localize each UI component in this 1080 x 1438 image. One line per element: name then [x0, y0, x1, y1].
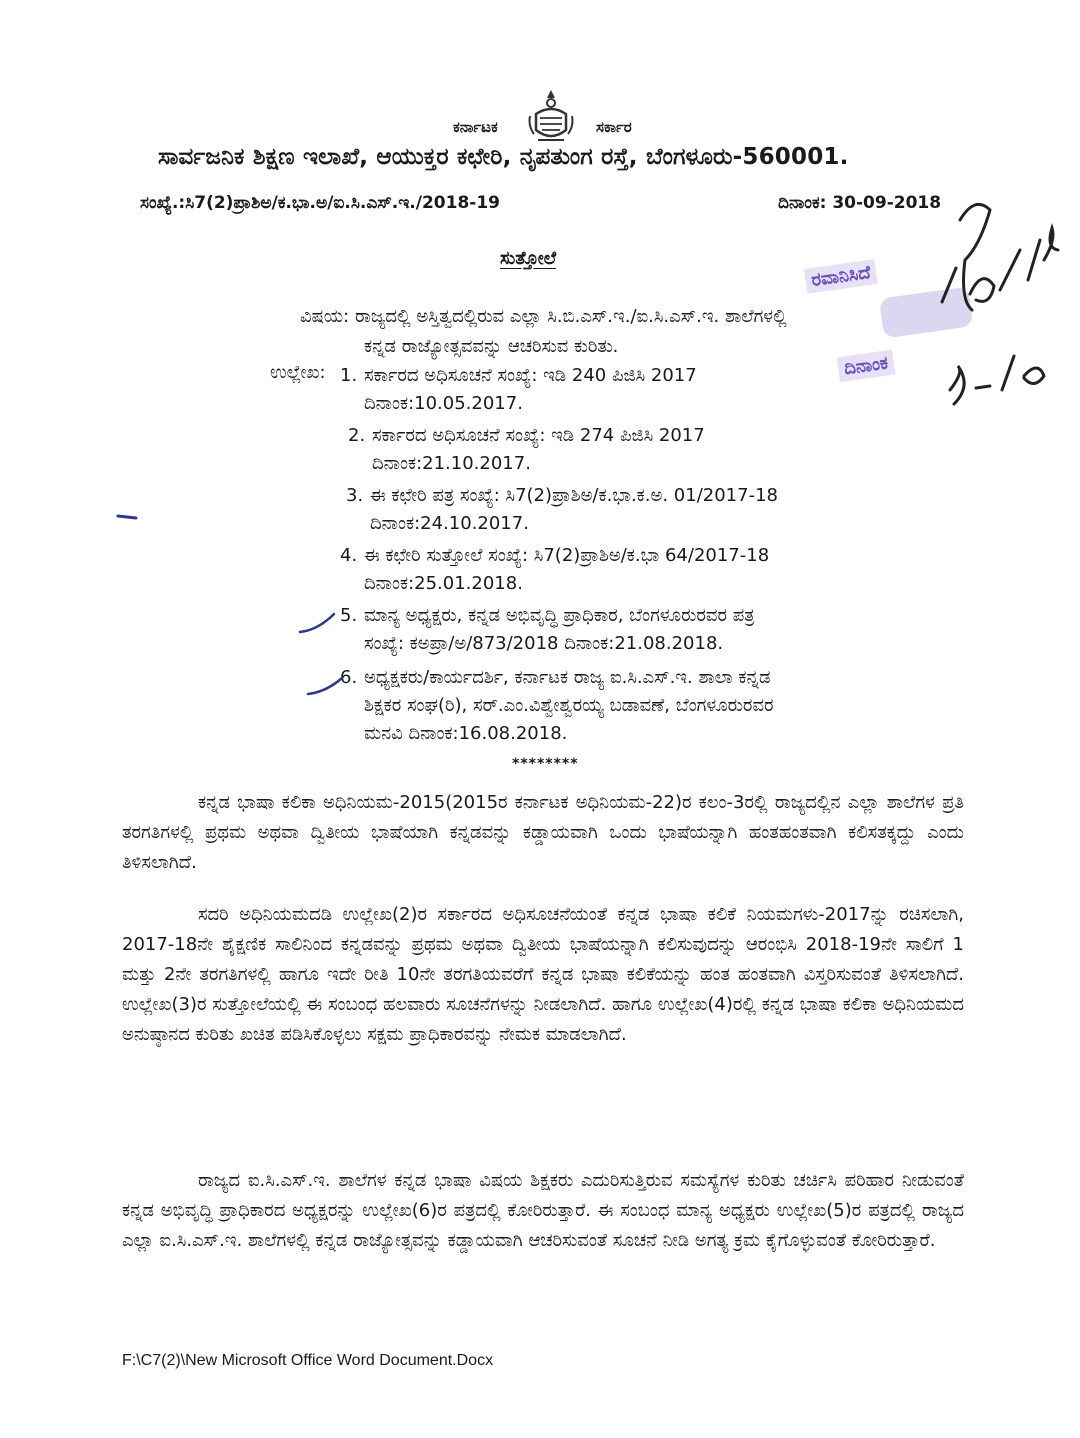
- reference-item: [340, 602, 755, 658]
- document-title: ಸುತ್ತೋಲೆ: [500, 248, 557, 269]
- reference-line: ದಿನಾಂಕ:24.10.2017.: [370, 513, 529, 534]
- subject-line-1: ರಾಜ್ಯದಲ್ಲಿ ಅಸ್ತಿತ್ವದಲ್ಲಿರುವ ಎಲ್ಲಾ ಸಿ.ಬಿ.ಎಸ್.ಇ./ಐ.ಸಿ.ಎಸ್.ಇ. ಶಾಲೆಗಳಲ್ಲಿ: [354, 306, 787, 327]
- reference-number-label: 3.: [346, 485, 364, 506]
- reference-item: [340, 542, 769, 598]
- stamp-date-label: ದಿನಾಂಕ: [837, 350, 896, 383]
- karnataka-emblem-icon: [526, 86, 576, 146]
- ink-dot-mark: [116, 510, 140, 522]
- reference-line: ಈ ಕಛೇರಿ ಪತ್ರ ಸಂಖ್ಯೆ: ಸಿ7(2)ಪ್ರಾಶಿಅ/ಕ.ಭಾ.ಕ.ಅ. 01/2017-18: [370, 485, 778, 506]
- reference-line: ಅಧ್ಯಕ್ಷಕರು/ಕಾರ್ಯದರ್ಶಿ, ಕರ್ನಾಟಕ ರಾಜ್ಯ ಐ.ಸಿ.ಎಸ್.ಇ. ಶಾಲಾ ಕನ್ನಡ: [364, 667, 771, 688]
- reference-line: ದಿನಾಂಕ:21.10.2017.: [372, 453, 531, 474]
- reference-line: ಶಿಕ್ಷಕರ ಸಂಘ(ರಿ), ಸರ್.ಎಂ.ವಿಶ್ವೇಶ್ವರಯ್ಯ ಬಡಾವಣೆ, ಬೆಂಗಳೂರುರವರ: [364, 695, 774, 716]
- reference-line: ಮನವಿ ದಿನಾಂಕ:16.08.2018.: [364, 723, 568, 744]
- file-path-footer: F:\C7(2)\New Microsoft Office Word Document.Docx: [122, 1352, 494, 1369]
- reference-number: ಸಂಖ್ಯೆ.:ಸಿ7(2)ಪ್ರಾಶಿಅ/ಕ.ಭಾ.ಅ/ಐ.ಸಿ.ಎಸ್.ಇ./2018-19: [140, 193, 500, 213]
- reference-line: ಈ ಕಛೇರಿ ಸುತ್ತೋಲೆ ಸಂಖ್ಯೆ: ಸಿ7(2)ಪ್ರಾಶಿಅ/ಕ.ಭಾ 64/2017-18: [364, 545, 770, 566]
- document-date: ದಿನಾಂಕ: 30-09-2018: [778, 193, 942, 213]
- reference-line: ಸರ್ಕಾರದ ಅಧಿಸೂಚನೆ ಸಂಖ್ಯೆ: ಇಡಿ 240 ಪಿಜಿಸಿ 2017: [364, 365, 697, 386]
- reference-line: ದಿನಾಂಕ:10.05.2017.: [364, 393, 523, 414]
- separator: ********: [512, 756, 579, 772]
- reference-item: [348, 422, 705, 478]
- reference-item: [346, 482, 778, 538]
- paragraph-2: ಸದರಿ ಅಧಿನಿಯಮದಡಿ ಉಲ್ಲೇಖ(2)ರ ಸರ್ಕಾರದ ಅಧಿಸೂಚನೆಯಂತೆ ಕನ್ನಡ ಭಾಷಾ ಕಲಿಕೆ ನಿಯಮಗಳು-2017ನ್ನು ರಚಿಸಲಾಗಿ, 2017-18ನೇ ಶೈಕ್ಷಣಿಕ ಸಾಲಿನಿಂದ ಕನ್ನಡವನ್ನು ಪ್ರಥಮ ಅಥವಾ ದ್ವಿತೀಯ ಭಾಷೆಯನ್ನಾಗಿ ಕಲಿಸುವುದನ್ನು ಆರಂಭಿಸಿ 2018-19ನೇ ಸಾಲಿಗೆ 1 ಮತ್ತು 2ನೇ ತರಗತಿಗಳಲ್ಲಿ ಹಾಗೂ ಇದೇ ರೀತಿ 10ನೇ ತರಗತಿಯವರೆಗೆ ಕನ್ನಡ ಭಾಷಾ ಕಲಿಕೆಯನ್ನು ಹಂತ ಹಂತವಾಗಿ ವಿಸ್ತರಿಸುವಂತೆ ತಿಳಿಸಲಾಗಿದೆ. ಉಲ್ಲೇಖ(3)ರ ಸುತ್ತೋಲೆಯಲ್ಲಿ ಈ ಸಂಬಂಧ ಹಲವಾರು ಸೂಚನೆಗಳನ್ನು ನೀಡಲಾಗಿದೆ. ಹಾಗೂ ಉಲ್ಲೇಖ(4)ರಲ್ಲಿ ಕನ್ನಡ ಭಾಷಾ ಕಲಿಕಾ ಅಧಿನಿಯಮದ ಅನುಷ್ಠಾನದ ಕುರಿತು ಖಚಿತ ಪಡಿಸಿಕೊಳ್ಳಲು ಸಕ್ಷಮ ಪ್ರಾಧಿಕಾರವನ್ನು ನೇಮಕ ಮಾಡಲಾಗಿದೆ.: [122, 904, 964, 1045]
- header-karnataka: ಕರ್ನಾಟಕ: [453, 118, 498, 136]
- handwritten-signature-date: [920, 190, 1070, 420]
- subject-line-2: ಕನ್ನಡ ರಾಜ್ಯೋತ್ಸವವನ್ನು ಆಚರಿಸುವ ಕುರಿತು.: [364, 336, 619, 357]
- paragraph-3: ರಾಜ್ಯದ ಐ.ಸಿ.ಎಸ್.ಇ. ಶಾಲೆಗಳ ಕನ್ನಡ ಭಾಷಾ ವಿಷಯ ಶಿಕ್ಷಕರು ಎದುರಿಸುತ್ತಿರುವ ಸಮಸ್ಯೆಗಳ ಕುರಿತು ಚರ್ಚಿಸಿ ಪರಿಹಾರ ನೀಡುವಂತೆ ಕನ್ನಡ ಅಭಿವೃದ್ಧಿ ಪ್ರಾಧಿಕಾರದ ಅಧ್ಯಕ್ಷರನ್ನು ಉಲ್ಲೇಖ(6)ರ ಪತ್ರದಲ್ಲಿ ಕೋರಿರುತ್ತಾರೆ. ಈ ಸಂಬಂಧ ಮಾನ್ಯ ಅಧ್ಯಕ್ಷರು ಉಲ್ಲೇಖ(5)ರ ಪತ್ರದಲ್ಲಿ ರಾಜ್ಯದ ಎಲ್ಲಾ ಐ.ಸಿ.ಎಸ್.ಇ. ಶಾಲೆಗಳಲ್ಲಿ ಕನ್ನಡ ರಾಜ್ಯೋತ್ಸವನ್ನು ಕಡ್ಡಾಯವಾಗಿ ಆಚರಿಸುವಂತೆ ಸೂಚನೆ ನೀಡಿ ಅಗತ್ಯ ಕ್ರಮ ಕೈಗೊಳ್ಳುವಂತೆ ಕೋರಿರುತ್ತಾರೆ.: [122, 1170, 964, 1251]
- header-sarkara: ಸರ್ಕಾರ: [596, 118, 632, 136]
- office-address: ಸಾರ್ವಜನಿಕ ಶಿಕ್ಷಣ ಇಲಾಖೆ, ಆಯುಕ್ತರ ಕಛೇರಿ, ನೃಪತುಂಗ ರಸ್ತೆ, ಬೆಂಗಳೂರು-560001.: [158, 144, 849, 170]
- reference-number-label: 2.: [348, 425, 366, 446]
- reference-number-label: 6.: [340, 667, 358, 688]
- paragraph-1: ಕನ್ನಡ ಭಾಷಾ ಕಲಿಕಾ ಅಧಿನಿಯಮ-2015(2015ರ ಕರ್ನಾಟಕ ಅಧಿನಿಯಮ-22)ರ ಕಲಂ-3ರಲ್ಲಿ ರಾಜ್ಯದಲ್ಲಿನ ಎಲ್ಲಾ ಶಾಲೆಗಳ ಪ್ರತಿ ತರಗತಿಗಳಲ್ಲಿ ಪ್ರಥಮ ಅಥವಾ ದ್ವಿತೀಯ ಭಾಷೆಯಾಗಿ ಕನ್ನಡವನ್ನು ಕಡ್ಡಾಯವಾಗಿ ಒಂದು ಭಾಷೆಯನ್ನಾಗಿ ಹಂತಹಂತವಾಗಿ ಕಲಿಸತಕ್ಕದ್ದು ಎಂದು ತಿಳಿಸಲಾಗಿದೆ.: [122, 792, 964, 873]
- reference-number-label: 1.: [340, 365, 358, 386]
- reference-line: ಸರ್ಕಾರದ ಅಧಿಸೂಚನೆ ಸಂಖ್ಯೆ: ಇಡಿ 274 ಪಿಜಿಸಿ 2017: [372, 425, 705, 446]
- reference-number-label: 5.: [340, 605, 358, 626]
- stamp-sent-label: ರವಾನಿಸಿದೆ: [804, 259, 878, 294]
- reference-line: ಸಂಖ್ಯೆ: ಕಅಪ್ರಾ/ಅ/873/2018 ದಿನಾಂಕ:21.08.2018.: [364, 633, 724, 654]
- pen-tick-mark: [306, 670, 346, 700]
- reference-number-label: 4.: [340, 545, 358, 566]
- reference-line: ದಿನಾಂಕ:25.01.2018.: [364, 573, 523, 594]
- references-label: ಉಲ್ಲೇಖ:: [270, 362, 326, 383]
- reference-item: [340, 362, 697, 418]
- reference-line: ಮಾನ್ಯ ಅಧ್ಯಕ್ಷರು, ಕನ್ನಡ ಅಭಿವೃದ್ಧಿ ಪ್ರಾಧಿಕಾರ, ಬೆಂಗಳೂರುರವರ ಪತ್ರ: [364, 605, 755, 626]
- pen-tick-mark: [298, 608, 338, 638]
- subject-label: ವಿಷಯ:: [300, 306, 350, 327]
- reference-item: [340, 664, 774, 748]
